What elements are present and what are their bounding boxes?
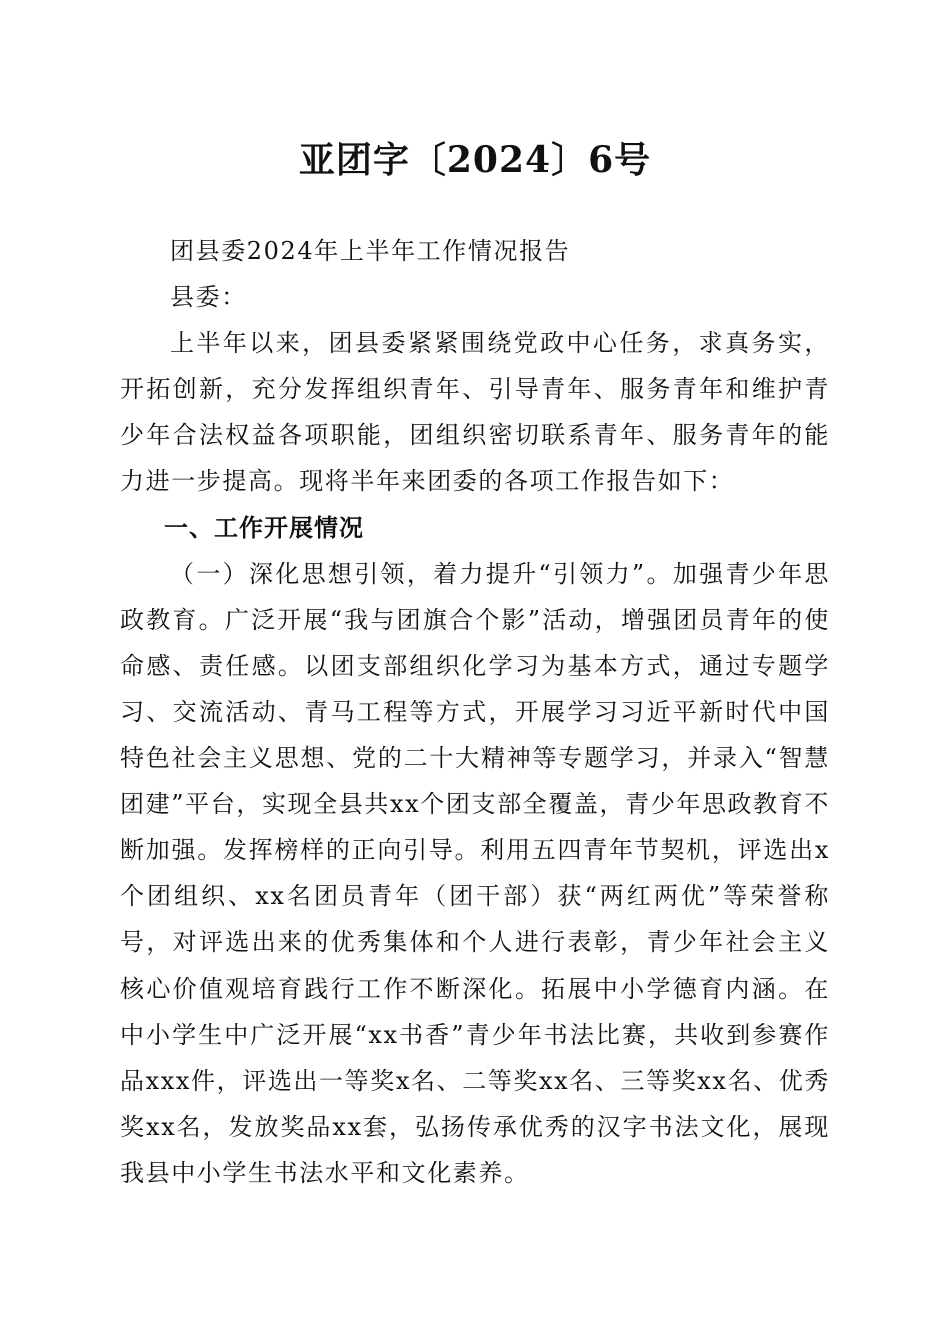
report-title: 团县委2024年上半年工作情况报告 bbox=[170, 237, 571, 265]
subsection-paragraph bbox=[120, 551, 830, 1196]
section-heading: 一、工作开展情况 bbox=[164, 513, 364, 542]
document-body bbox=[120, 228, 830, 1196]
recipient-line: 县委： bbox=[170, 283, 247, 312]
subsection-lead: （一）深化思想引领，着力提升“引领力”。 bbox=[170, 559, 673, 588]
intro-paragraph: 上半年以来，团县委紧紧围绕党政中心任务，求真务实，开拓创新，充分发挥组织青年、引导青年、服务青年和维护青少年合法权益各项职能，团组织密切联系青年、服务青年的能力进一步提高。现将半年来团委的各项工作报告如下： bbox=[120, 329, 830, 496]
document-number: 亚团字〔2024〕6号 bbox=[298, 139, 652, 181]
subsection-body: 加强青少年思政教育。广泛开展“我与团旗合个影”活动，增强团员青年的使命感、责任感。以团支部组织化学习为基本方式，通过专题学习、交流活动、青马工程等方式，开展学习习近平新时代中国特色社会主义思想、党的二十大精神等专题学习，并录入“智慧团建”平台，实现全县共xx个团支部全覆盖，青少年思政教育不断加强。发挥榜样的正向引导。利用五四青年节契机，评选出x个团组织、xx名团员青年（团干部）获“两红两优”等荣誉称号，对评选出来的优秀集体和个人进行表彰，青少年社会主义核心价值观培育践行工作不断深化。拓展中小学德育内涵。在中小学生中广泛开展“xx书香”青少年书法比赛，共收到参赛作品xxx件，评选出一等奖x名、二等奖xx名、三等奖xx名、优秀奖xx名，发放奖品xx套，弘扬传承优秀的汉字书法文化，展现我县中小学生书法水平和文化素养。 bbox=[120, 559, 830, 1187]
